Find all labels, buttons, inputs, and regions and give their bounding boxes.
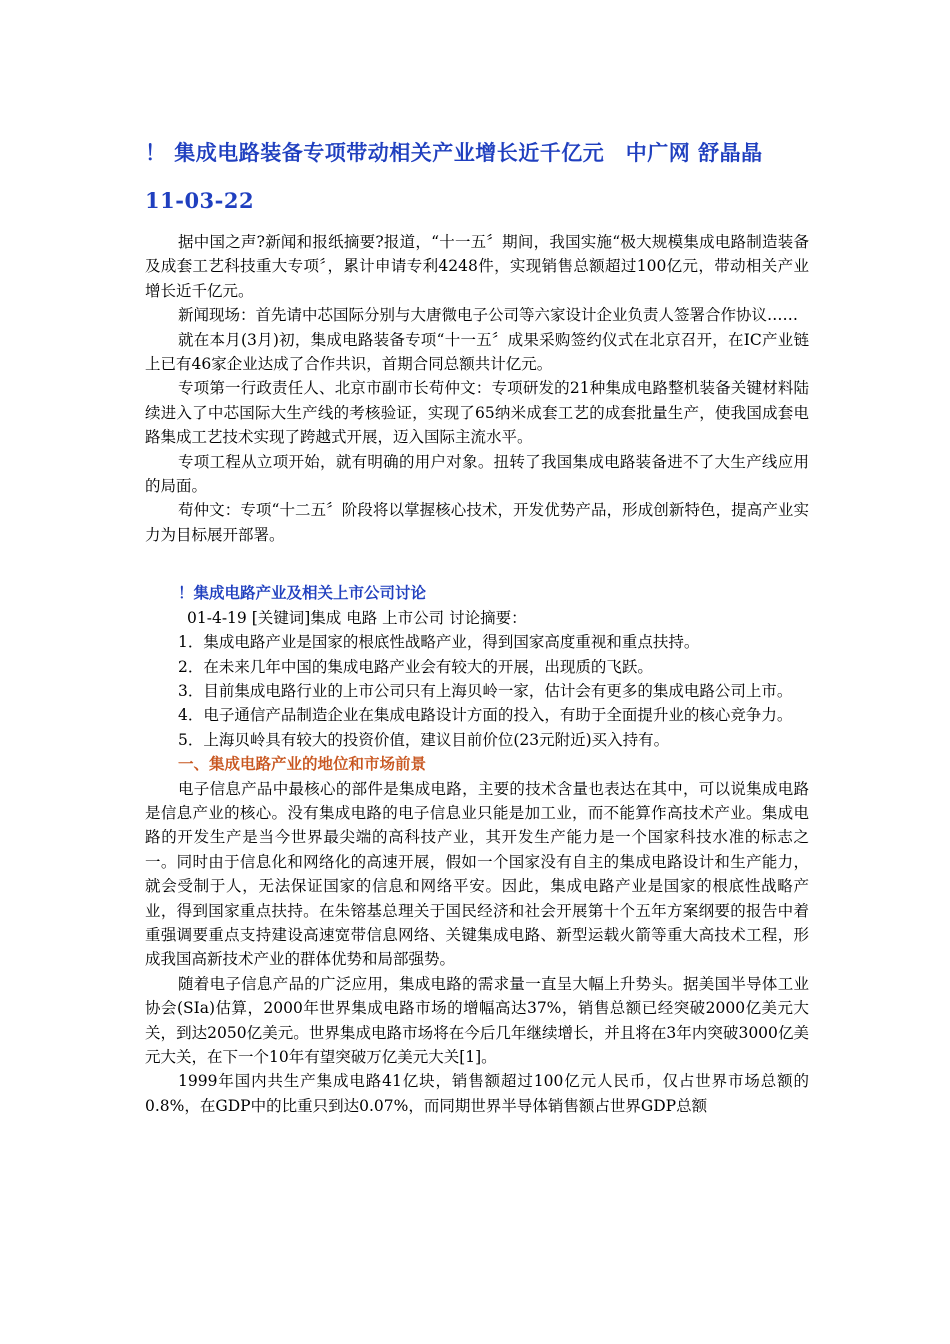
summary-point: 5．上海贝岭具有较大的投资价值，建议目前价位(23元附近)买入持有。 [178,730,670,749]
section-title: ！集成电路产业及相关上市公司讨论 [178,584,427,603]
article-paragraph: 苟仲文：专项“十二五〞阶段将以掌握核心技术，开发优势产品，形成创新特色，提高产业实力为目标展开部署。 [145,501,809,544]
summary-point: 4．电子通信产品制造企业在集成电路设计方面的投入，有助于全面提升业的核心竞争力。 [178,706,793,725]
article-paragraph: 新闻现场：首先请中芯国际分别与大唐微电子公司等六家设计企业负责人签署合作协议…… [178,306,799,325]
article-paragraph: 专项工程从立项开始，就有明确的用户对象。扭转了我国集成电路装备进不了大生产线应用的局面。 [145,452,809,496]
summary-point: 3．目前集成电路行业的上市公司只有上海贝岭一家，估计会有更多的集成电路公司上市。 [178,681,793,700]
section-paragraph: 随着电子信息产品的广泛应用，集成电路的需求量一直呈大幅上升势头。据美国半导体工业协会(SIa)估算，2000年世界集成电路市场的增幅高达37%，销售总额已经突破2000亿美元大关，到达2050亿美元。世界集成电路市场将在今后几年继续增长，并且将在3年内突破3000亿美元大关，在下一个10年有望突破万亿美元大关[1]。 [145,974,809,1066]
summary-point: 1．集成电路产业是国家的根底性战略产业，得到国家高度重视和重点扶持。 [178,633,700,652]
article-title: ！ 集成电路装备专项带动相关产业增长近千亿元 中广网 舒晶晶 [145,140,763,165]
section-paragraph: 1999年国内共生产集成电路41亿块，销售额超过100亿元人民币，仅占世界市场总额的0.8%，在GDP中的比重只到达0.07%，而同期世界半导体销售额占世界GDP总额 [145,1072,809,1115]
section-paragraph: 电子信息产品中最核心的部件是集成电路，主要的技术含量也表达在其中，可以说集成电路是信息产业的核心。没有集成电路的电子信息业只能是加工业，而不能算作高技术产业。集成电路的开发生产是当今世界最尖端的高科技产业，其开发生产能力是一个国家科技水准的标志之一。同时由于信息化和网络化的高速开展，假如一个国家没有自主的集成电路设计和生产能力，就会受制于人，无法保证国家的信息和网络平安。因此，集成电路产业是国家的根底性战略产业，得到国家重点扶持。在朱镕基总理关于国民经济和社会开展第十个五年方案纲要的报告中着重强调要重点支持建设高速宽带信息网络、关键集成电路、新型运载火箭等重大高技术工程，形成我国高新技术产业的群体优势和局部强势。 [145,779,809,969]
subsection-heading: 一、集成电路产业的地位和市场前景 [178,755,427,774]
document-content [145,134,809,1118]
section-spacer [145,547,809,581]
summary-point: 2．在未来几年中国的集成电路产业会有较大的开展，出现质的飞跃。 [178,657,653,676]
article-date: 11-03-22 [145,188,255,213]
keywords-line: 01-4-19 [关键词]集成 电路 上市公司 讨论摘要： [187,608,527,627]
article-paragraph: 专项第一行政责任人、北京市副市长苟仲文：专项研发的21种集成电路整机装备关键材料陆续进入了中芯国际大生产线的考核验证，实现了65纳米成套工艺的成套批量生产，使我国成套电路集成工艺技术实现了跨越式开展，迈入国际主流水平。 [145,379,809,447]
article-paragraph: 据中国之声?新闻和报纸摘要?报道，“十一五〞期间，我国实施“极大规模集成电路制造装备及成套工艺科技重大专项〞，累计申请专利4248件，实现销售总额超过100亿元，带动相关产业增长近千亿元。 [145,233,809,300]
article-paragraph: 就在本月(3月)初，集成电路装备专项“十一五〞成果采购签约仪式在北京召开，在IC产业链上已有46家企业达成了合作共识，首期合同总额共计亿元。 [145,330,809,374]
